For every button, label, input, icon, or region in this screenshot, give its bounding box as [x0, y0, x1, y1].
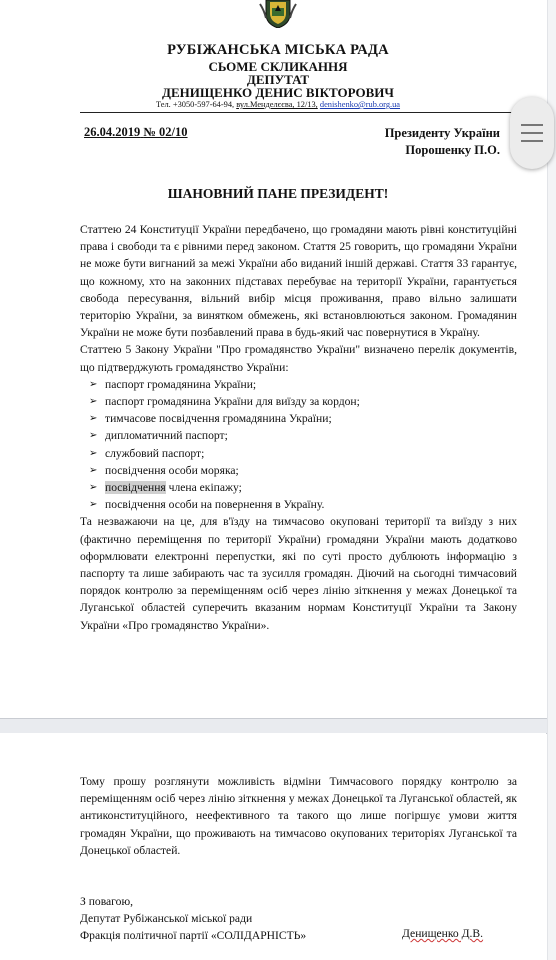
list-item: [80, 393, 517, 410]
list-item: [80, 462, 517, 479]
outgoing-reference: [84, 125, 188, 140]
bullet-arrow-icon: ➢: [89, 396, 98, 408]
bullet-arrow-icon: ➢: [89, 378, 98, 390]
paragraph-request: Тому прошу розглянути можливість відміни Тимчасового порядку контролю за переміщенням осіб через лінію зіткнення у межах Донецької та Луганської областей, як антиконституційного, неефективного та такого що лише погіршує умови життя громадян України, що проживають на тимчасово окупованих територіях Луганської та Донецької областей.: [80, 775, 517, 857]
list-item-text: дипломатичний паспорт;: [105, 429, 228, 443]
letter-body: [80, 221, 517, 634]
contact-phone: Тел. +3050-597-64-94,: [155, 100, 235, 109]
list-item-text: паспорт громадянина України;: [105, 377, 257, 391]
closing-regards: З повагою,: [80, 895, 133, 908]
documents-list: [80, 376, 517, 514]
addressee-line-2: Порошенку П.О.: [405, 143, 500, 157]
closing-faction: Фракція політичної партії «СОЛІДАРНІСТЬ»: [80, 929, 307, 942]
list-item: [80, 496, 517, 513]
letter-number: № 02/10: [143, 125, 188, 139]
contact-email-link[interactable]: denishenko@rub.org.ua: [319, 100, 401, 109]
council-name: РУБІЖАНСЬКА МІСЬКА РАДА: [167, 42, 389, 58]
bullet-arrow-icon: ➢: [89, 464, 98, 476]
list-item-text: члена екіпажу;: [165, 481, 242, 495]
signature-text: Денищенко Д.В.: [402, 927, 484, 940]
addressee-line-1: Президенту України: [384, 126, 500, 140]
list-item-text: посвідчення особи на повернення в Україну.: [105, 498, 325, 512]
paragraph-law-intro: Статтею 5 Закону України "Про громадянство України" визначено перелік документів, що підтверджують громадянство України:: [80, 343, 517, 374]
closing-title: Депутат Рубіжанської міської ради: [80, 912, 253, 925]
bullet-arrow-icon: ➢: [89, 499, 98, 511]
salutation: ШАНОВНИЙ ПАНЕ ПРЕЗИДЕНТ!: [167, 186, 389, 201]
closing-block: [80, 893, 306, 944]
list-item: [80, 376, 517, 393]
bullet-arrow-icon: ➢: [89, 430, 98, 442]
contact-line: [0, 100, 556, 109]
letter-date: 26.04.2019: [84, 125, 141, 139]
list-item: [80, 410, 517, 427]
bullet-arrow-icon: ➢: [89, 413, 98, 425]
page-break: [0, 718, 556, 734]
bullet-arrow-icon: ➢: [89, 447, 98, 459]
list-item-text: посвідчення особи моряка;: [105, 463, 239, 477]
deputy-name: ДЕНИЩЕНКО ДЕНИС ВІКТОРОВИЧ: [162, 85, 394, 100]
header-divider: [80, 112, 512, 113]
paragraph-argument: Та незважаючи на це, для в'їзду на тимчасово окуповані території та виїзду з них (фактично переміщення по території України) громадяни України мають додатково оформлювати електронні перепустки, які по суті просто дублюють інформацію з паспорту та лише забирають час та зусилля громадян. Діючий на сьогодні тимчасовий порядок контролю за переміщенням осіб через лінію зіткнення у межах Донецької та Луганської областей суперечить вказаним нормам Конституції України та Закону України «Про громадянство України».: [80, 515, 517, 632]
addressee-block: [385, 125, 500, 159]
scroll-handle-icon[interactable]: [510, 97, 554, 169]
list-item-text: тимчасове посвідчення громадянина України;: [105, 412, 332, 426]
list-item-text: паспорт громадянина України для виїзду за кордон;: [105, 395, 360, 409]
list-item-text: службовий паспорт;: [105, 446, 205, 460]
list-item: [80, 445, 517, 462]
convocation: СЬОМЕ СКЛИКАННЯ: [208, 59, 348, 74]
highlighted-text: посвідчення: [105, 481, 166, 495]
list-item: [80, 479, 517, 496]
contact-address: вул.Менделєєва, 12/13,: [236, 100, 318, 109]
coat-of-arms-icon: [258, 0, 298, 28]
signer-name: [402, 927, 483, 940]
deputy-position: ДЕПУТАТ: [246, 72, 310, 87]
bullet-arrow-icon: ➢: [89, 482, 98, 494]
paragraph-constitution: Статтею 24 Конституції України передбачено, що громадяни мають рівні конституційні права і свободи та є рівними перед законом. Стаття 25 говорить, що громадяни України не може бути вигнаний за межі України або виданий іншій державі. Стаття 33 гарантує, що кожному, хто на законних підставах перебуває на території України, гарантується свобода пересування, вільний вибір місця проживання, право вільно залишати територію України, за винятком обмежень, які встановлюються законом. Громадянин України не може бути позбавлений права в будь-який час повернутися в Україну.: [80, 223, 517, 340]
list-item: [80, 427, 517, 444]
